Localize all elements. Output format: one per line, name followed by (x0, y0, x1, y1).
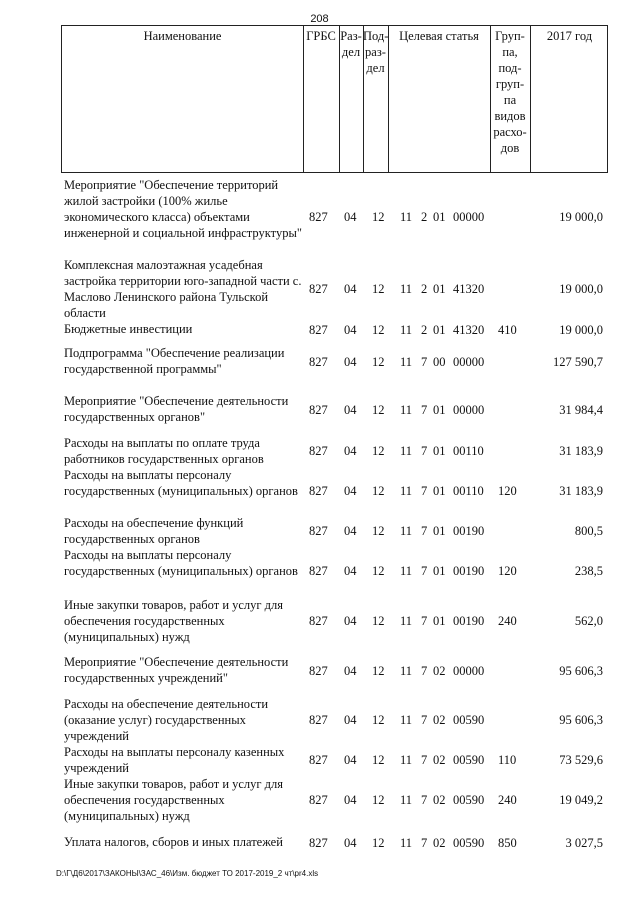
table-row (0, 345, 639, 378)
razdel-cell: 04 (344, 354, 357, 369)
row-name: Комплексная малоэтажная усадебная застройка территории юго-западной части с. Маслово Ленинского района Тульской области (64, 258, 302, 320)
target-subprogram-code: 7 (421, 444, 428, 458)
target-activity-code: 01 (433, 282, 446, 296)
target-direction-code: 00000 (453, 210, 485, 224)
grbs-cell: 827 (309, 484, 328, 498)
table-row (0, 515, 639, 547)
row-name: Подпрограмма "Обеспечение реализации государственной программы" (64, 346, 285, 376)
row-name: Мероприятие "Обеспечение территорий жилой застройки (100% жилье экономического класса) объектами инженерной и социальной инфраструктуры" (64, 178, 302, 240)
podrazdel-cell: 12 (372, 210, 385, 224)
row-name: Расходы на выплаты персоналу казенных учреждений (64, 745, 285, 775)
razdel-cell: 04 (344, 210, 357, 224)
row-name: Расходы на выплаты персоналу государственных (муниципальных) органов (64, 468, 298, 498)
target-program-code: 11 (400, 444, 413, 458)
amount-2017-cell: 3 027,5 (565, 835, 603, 850)
target-activity-code: 01 (433, 564, 446, 578)
header-year: 2017 год (546, 29, 593, 43)
expense-group-cell: 110 (498, 753, 517, 767)
column-divider (388, 26, 389, 172)
file-path-footer: D:\Г\Д6\2017\ЗАКОНЫ\ЗАС_46\Изм. бюджет ТО 2017-2019_2 чт\pr4.xls (56, 869, 319, 878)
razdel-cell: 04 (344, 402, 357, 417)
target-activity-code: 01 (433, 524, 446, 538)
target-direction-code: 00000 (453, 402, 485, 417)
grbs-cell: 827 (309, 524, 328, 538)
podrazdel-cell: 12 (372, 713, 385, 727)
podrazdel-cell: 12 (372, 444, 385, 458)
target-direction-code: 41320 (453, 282, 485, 296)
target-subprogram-code: 2 (421, 322, 428, 337)
table-header (61, 25, 608, 173)
razdel-cell: 04 (344, 444, 357, 458)
expense-group-cell: 410 (498, 322, 517, 337)
target-direction-code: 00000 (453, 354, 485, 369)
target-direction-code: 00000 (453, 663, 485, 678)
razdel-cell: 04 (344, 614, 357, 628)
target-activity-code: 02 (433, 835, 446, 850)
razdel-cell: 04 (344, 753, 357, 767)
podrazdel-cell: 12 (372, 753, 385, 767)
target-activity-code: 01 (433, 322, 446, 337)
row-name: Мероприятие "Обеспечение деятельности государственных органов" (64, 394, 289, 424)
target-program-code: 11 (400, 663, 413, 678)
target-direction-code: 00110 (453, 444, 484, 458)
target-direction-code: 00590 (453, 835, 485, 850)
table-row (0, 435, 639, 467)
header-grbs: ГРБС (306, 29, 336, 43)
target-program-code: 11 (400, 402, 413, 417)
grbs-cell: 827 (309, 564, 328, 578)
grbs-cell: 827 (309, 614, 328, 628)
target-direction-code: 00190 (453, 524, 485, 538)
target-activity-code: 01 (433, 210, 446, 224)
target-direction-code: 00190 (453, 564, 485, 578)
column-divider (530, 26, 531, 172)
target-subprogram-code: 7 (421, 564, 428, 578)
razdel-cell: 04 (344, 835, 357, 850)
table-row (0, 654, 639, 687)
target-direction-code: 00590 (453, 753, 485, 767)
target-program-code: 11 (400, 524, 413, 538)
grbs-cell: 827 (309, 793, 328, 807)
grbs-cell: 827 (309, 663, 328, 678)
amount-2017-cell: 73 529,6 (559, 753, 603, 767)
target-program-code: 11 (400, 793, 413, 807)
target-program-code: 11 (400, 713, 413, 727)
amount-2017-cell: 19 000,0 (559, 322, 603, 337)
amount-2017-cell: 31 183,9 (559, 444, 603, 458)
amount-2017-cell: 800,5 (574, 524, 603, 538)
grbs-cell: 827 (309, 282, 328, 296)
target-activity-code: 01 (433, 484, 446, 498)
podrazdel-cell: 12 (372, 564, 385, 578)
target-activity-code: 01 (433, 402, 446, 417)
podrazdel-cell: 12 (372, 663, 385, 678)
grbs-cell: 827 (309, 835, 328, 850)
column-divider (303, 26, 304, 172)
target-program-code: 11 (400, 614, 413, 628)
podrazdel-cell: 12 (372, 282, 385, 296)
amount-2017-cell: 19 049,2 (559, 793, 603, 807)
row-name: Расходы на обеспечение деятельности (оказание услуг) государственных учреждений (64, 697, 269, 743)
podrazdel-cell: 12 (372, 484, 385, 498)
expense-group-cell: 120 (498, 564, 517, 578)
row-name: Бюджетные инвестиции (64, 322, 193, 336)
razdel-cell: 04 (344, 793, 357, 807)
expense-group-cell: 120 (498, 484, 517, 498)
target-subprogram-code: 7 (421, 524, 428, 538)
target-program-code: 11 (400, 484, 413, 498)
target-activity-code: 01 (433, 444, 446, 458)
target-direction-code: 00190 (453, 614, 485, 628)
target-direction-code: 00590 (453, 793, 485, 807)
target-program-code: 11 (400, 564, 413, 578)
header-podrazdel: Под- раз- дел (363, 29, 389, 75)
target-subprogram-code: 7 (421, 753, 428, 767)
podrazdel-cell: 12 (372, 614, 385, 628)
row-name: Расходы на выплаты по оплате труда работников государственных органов (64, 436, 264, 466)
target-program-code: 11 (400, 282, 413, 296)
grbs-cell: 827 (309, 210, 328, 224)
amount-2017-cell: 95 606,3 (559, 713, 603, 727)
podrazdel-cell: 12 (372, 402, 385, 417)
page-number: 208 (310, 13, 329, 25)
expense-group-cell: 240 (498, 793, 517, 807)
table-row (0, 744, 639, 776)
razdel-cell: 04 (344, 524, 357, 538)
table-row (0, 696, 639, 744)
podrazdel-cell: 12 (372, 524, 385, 538)
table-row (0, 834, 639, 851)
amount-2017-cell: 238,5 (574, 564, 603, 578)
razdel-cell: 04 (344, 484, 357, 498)
podrazdel-cell: 12 (372, 793, 385, 807)
table-row (0, 393, 639, 426)
podrazdel-cell: 12 (372, 835, 385, 850)
row-name: Уплата налогов, сборов и иных платежей (64, 835, 283, 849)
target-activity-code: 02 (433, 713, 446, 727)
table-row (0, 776, 639, 824)
target-subprogram-code: 7 (421, 402, 428, 417)
target-direction-code: 00590 (453, 713, 485, 727)
target-subprogram-code: 7 (421, 484, 428, 498)
header-name: Наименование (143, 29, 222, 43)
header-target-article: Целевая статья (399, 29, 479, 43)
grbs-cell: 827 (309, 322, 328, 337)
amount-2017-cell: 562,0 (574, 614, 603, 628)
amount-2017-cell: 19 000,0 (559, 210, 603, 224)
header-expense-group: Груп- па, под- груп- па видов расхо- дов (493, 29, 527, 155)
target-subprogram-code: 7 (421, 354, 428, 369)
razdel-cell: 04 (344, 322, 357, 337)
row-name: Иные закупки товаров, работ и услуг для обеспечения государственных (муниципальных) нужд (64, 777, 284, 823)
target-subprogram-code: 7 (421, 713, 428, 727)
target-activity-code: 00 (433, 354, 446, 369)
target-program-code: 11 (400, 210, 413, 224)
target-direction-code: 41320 (453, 322, 485, 337)
razdel-cell: 04 (344, 564, 357, 578)
row-name: Мероприятие "Обеспечение деятельности государственных учреждений" (64, 655, 289, 685)
grbs-cell: 827 (309, 354, 328, 369)
razdel-cell: 04 (344, 713, 357, 727)
razdel-cell: 04 (344, 663, 357, 678)
grbs-cell: 827 (309, 444, 328, 458)
target-subprogram-code: 2 (421, 282, 428, 296)
amount-2017-cell: 19 000,0 (559, 282, 603, 296)
target-activity-code: 01 (433, 614, 446, 628)
target-subprogram-code: 7 (421, 835, 428, 850)
amount-2017-cell: 31 984,4 (559, 402, 603, 417)
expense-group-cell: 850 (498, 835, 517, 850)
target-activity-code: 02 (433, 793, 446, 807)
row-name: Расходы на обеспечение функций государственных органов (64, 516, 244, 546)
target-subprogram-code: 7 (421, 614, 428, 628)
table-row (0, 257, 639, 321)
razdel-cell: 04 (344, 282, 357, 296)
row-name: Иные закупки товаров, работ и услуг для обеспечения государственных (муниципальных) нужд (64, 598, 284, 644)
target-subprogram-code: 7 (421, 663, 428, 678)
target-program-code: 11 (400, 835, 413, 850)
expense-group-cell: 240 (498, 614, 517, 628)
table-row (0, 597, 639, 645)
target-activity-code: 02 (433, 663, 446, 678)
amount-2017-cell: 95 606,3 (559, 663, 603, 678)
row-name: Расходы на выплаты персоналу государственных (муниципальных) органов (64, 548, 298, 578)
table-row (0, 177, 639, 257)
target-program-code: 11 (400, 354, 413, 369)
amount-2017-cell: 31 183,9 (559, 484, 603, 498)
header-razdel: Раз- дел (340, 29, 362, 59)
table-row (0, 467, 639, 515)
target-subprogram-code: 7 (421, 793, 428, 807)
grbs-cell: 827 (309, 402, 328, 417)
amount-2017-cell: 127 590,7 (553, 354, 603, 369)
podrazdel-cell: 12 (372, 354, 385, 369)
grbs-cell: 827 (309, 713, 328, 727)
target-program-code: 11 (400, 753, 413, 767)
target-subprogram-code: 2 (421, 210, 428, 224)
target-direction-code: 00110 (453, 484, 484, 498)
grbs-cell: 827 (309, 753, 328, 767)
target-program-code: 11 (400, 322, 413, 337)
podrazdel-cell: 12 (372, 322, 385, 337)
table-row (0, 547, 639, 595)
target-activity-code: 02 (433, 753, 446, 767)
table-row (0, 321, 639, 338)
